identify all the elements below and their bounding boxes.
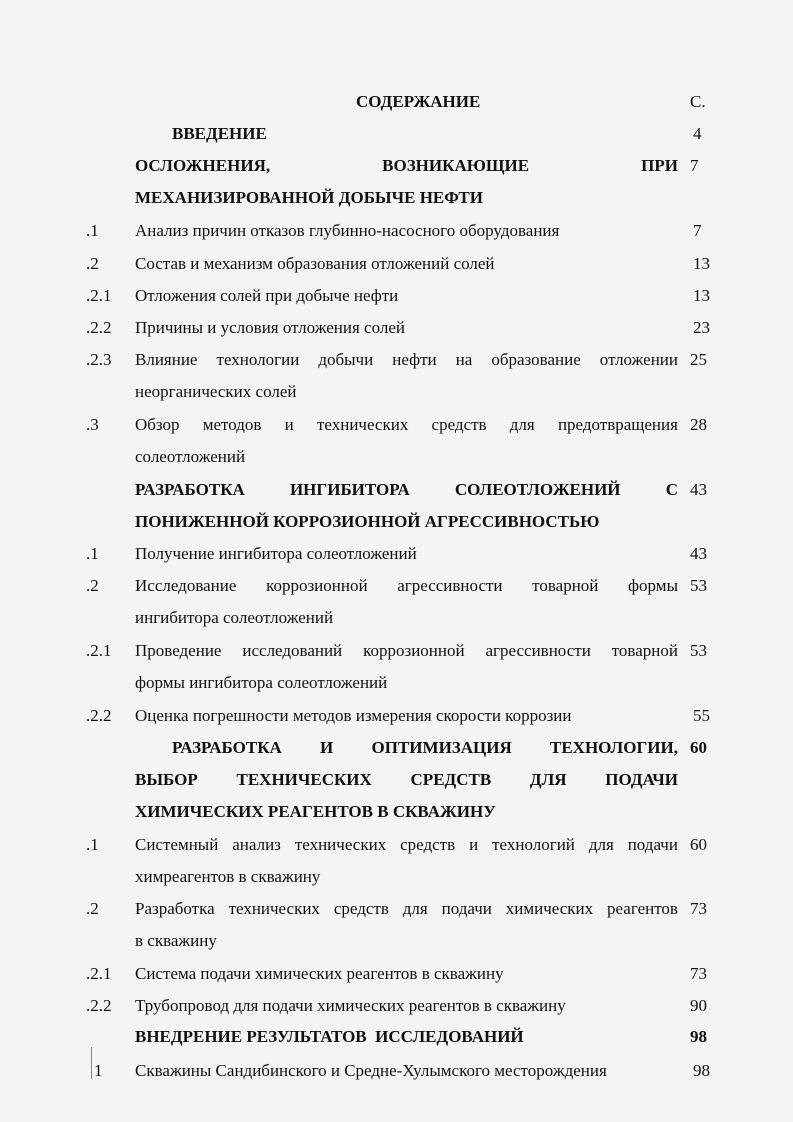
toc-page-number: 43	[690, 480, 707, 499]
toc-section-title: Скважины Сандибинского и Средне-Хулымского месторождения	[135, 1061, 607, 1080]
toc-section-number: .2.1	[86, 286, 112, 305]
word: технических	[316, 415, 409, 434]
toc-section-title	[135, 415, 678, 435]
toc-page-number: 4	[693, 124, 702, 143]
word: технических	[294, 835, 387, 854]
toc-section-number: .2.2	[86, 318, 112, 337]
toc-entry-intro: ВВЕДЕНИЕ	[172, 124, 267, 143]
word: товарной	[611, 641, 678, 660]
word: СРЕДСТВ	[410, 770, 492, 789]
toc-page-number: 43	[690, 544, 707, 563]
word: добычи	[318, 350, 374, 369]
word: для	[588, 835, 614, 854]
toc-chapter-1-line2: МЕХАНИЗИРОВАННОЙ ДОБЫЧЕ НЕФТИ	[135, 188, 483, 207]
word: коррозионной	[363, 641, 465, 660]
toc-page-number: 55	[693, 706, 710, 725]
word: ПОДАЧИ	[605, 770, 678, 789]
toc-section-title-cont: ингибитора солеотложений	[135, 608, 334, 627]
word: И	[320, 738, 334, 757]
word: нефти	[392, 350, 437, 369]
toc-section-title	[135, 350, 678, 370]
toc-section-number: .2	[86, 254, 99, 273]
toc-page-number: 23	[693, 318, 710, 337]
toc-chapter-1-line1	[135, 156, 678, 176]
word: РАЗРАБОТКА	[172, 738, 282, 757]
word: СОЛЕОТЛОЖЕНИЙ	[454, 480, 621, 499]
toc-chapter-2-line1	[135, 480, 678, 500]
toc-page-number: 53	[690, 576, 707, 595]
word: образование	[491, 350, 581, 369]
toc-page-number: 7	[693, 221, 702, 240]
toc-section-number: .3	[86, 415, 99, 434]
toc-page-number: 28	[690, 415, 707, 434]
toc-page-number: 60	[690, 835, 707, 854]
toc-page-number: 13	[693, 286, 710, 305]
word: реагентов	[607, 899, 678, 918]
word: агрессивности	[397, 576, 503, 595]
toc-section-title: Трубопровод для подачи химических реагентов в скважину	[135, 996, 566, 1015]
word: методов	[202, 415, 262, 434]
word: Разработка	[135, 899, 215, 918]
toc-section-title-cont: формы ингибитора солеотложений	[135, 673, 388, 692]
toc-section-number: .1	[86, 835, 99, 854]
word: для	[509, 415, 535, 434]
toc-section-title: Оценка погрешности методов измерения скорости коррозии	[135, 706, 572, 725]
toc-chapter-3-line2	[135, 770, 678, 790]
toc-section-number: .1	[86, 221, 99, 240]
toc-section-title: Отложения солей при добыче нефти	[135, 286, 399, 305]
toc-section-number: .2	[86, 576, 99, 595]
contents-title: СОДЕРЖАНИЕ	[356, 92, 481, 111]
word: Влияние	[135, 350, 198, 369]
toc-section-number: .2.3	[86, 350, 112, 369]
toc-section-title-cont: солеотложений	[135, 447, 246, 466]
word: ВОЗНИКАЮЩИЕ	[382, 156, 530, 175]
word: и	[469, 835, 479, 854]
word: технологий	[492, 835, 575, 854]
word: Системный	[135, 835, 219, 854]
word: формы	[628, 576, 678, 595]
word: средств	[400, 835, 456, 854]
word: ОСЛОЖНЕНИЯ,	[135, 156, 271, 175]
word: агрессивности	[485, 641, 591, 660]
word: С	[665, 480, 678, 499]
word: ДЛЯ	[529, 770, 567, 789]
word: анализ	[232, 835, 281, 854]
toc-page-number: 73	[690, 964, 707, 983]
toc-section-title: Получение ингибитора солеотложений	[135, 544, 417, 563]
word: на	[455, 350, 473, 369]
word: ТЕХНОЛОГИИ,	[550, 738, 678, 757]
toc-page-number: 90	[690, 996, 707, 1015]
word: подачи	[441, 899, 492, 918]
toc-section-number: .2.1	[86, 641, 112, 660]
toc-section-number: .2.1	[86, 964, 112, 983]
toc-page-number: 60	[690, 738, 707, 757]
toc-chapter-4: ВНЕДРЕНИЕ РЕЗУЛЬТАТОВ ИССЛЕДОВАНИЙ	[135, 1027, 524, 1046]
toc-section-title: Система подачи химических реагентов в скважину	[135, 964, 504, 983]
toc-page-number: 53	[690, 641, 707, 660]
toc-section-title	[135, 641, 678, 661]
word: средств	[333, 899, 389, 918]
word: отложении	[599, 350, 678, 369]
toc-section-title: Состав и механизм образования отложений солей	[135, 254, 495, 273]
word: технологии	[216, 350, 300, 369]
word: Проведение	[135, 641, 222, 660]
toc-section-title: Причины и условия отложения солей	[135, 318, 405, 337]
toc-page-number: 25	[690, 350, 707, 369]
toc-section-title	[135, 835, 678, 855]
toc-page-number: 98	[690, 1027, 707, 1046]
word: коррозионной	[266, 576, 368, 595]
toc-chapter-3-line1	[172, 738, 678, 758]
margin-mark	[91, 1047, 92, 1079]
toc-chapter-2-line2: ПОНИЖЕННОЙ КОРРОЗИОННОЙ АГРЕССИВНОСТЬЮ	[135, 512, 600, 531]
word: для	[402, 899, 428, 918]
word: химических	[505, 899, 594, 918]
word: ТЕХНИЧЕСКИХ	[236, 770, 372, 789]
toc-page-number: 73	[690, 899, 707, 918]
word: ВЫБОР	[135, 770, 198, 789]
toc-section-title	[135, 576, 678, 596]
word: и	[284, 415, 294, 434]
word: ИНГИБИТОРА	[289, 480, 410, 499]
toc-page-number: 7	[690, 156, 699, 175]
toc-section-title-cont: неорганических солей	[135, 382, 297, 401]
toc-section-title: Анализ причин отказов глубинно-насосного оборудования	[135, 221, 560, 240]
word: подачи	[627, 835, 678, 854]
word: ПРИ	[641, 156, 678, 175]
toc-section-number: .2.2	[86, 706, 112, 725]
toc-page-number: 98	[693, 1061, 710, 1080]
toc-section-title-cont: химреагентов в скважину	[135, 867, 321, 886]
word: Обзор	[135, 415, 180, 434]
toc-chapter-3-line3: ХИМИЧЕСКИХ РЕАГЕНТОВ В СКВАЖИНУ	[135, 802, 496, 821]
page-column-header: С.	[690, 92, 706, 111]
word: товарной	[532, 576, 599, 595]
toc-section-number: .2	[86, 899, 99, 918]
word: исследований	[242, 641, 343, 660]
toc-section-number: .2.2	[86, 996, 112, 1015]
word: средств	[431, 415, 487, 434]
toc-section-title	[135, 899, 678, 919]
toc-section-number: .1	[86, 544, 99, 563]
toc-section-title-cont: в скважину	[135, 931, 217, 950]
word: Исследование	[135, 576, 237, 595]
toc-section-number: 1	[94, 1061, 103, 1080]
word: предотвращения	[557, 415, 678, 434]
word: РАЗРАБОТКА	[135, 480, 245, 499]
toc-page-number: 13	[693, 254, 710, 273]
word: ОПТИМИЗАЦИЯ	[371, 738, 512, 757]
word: технических	[228, 899, 320, 918]
